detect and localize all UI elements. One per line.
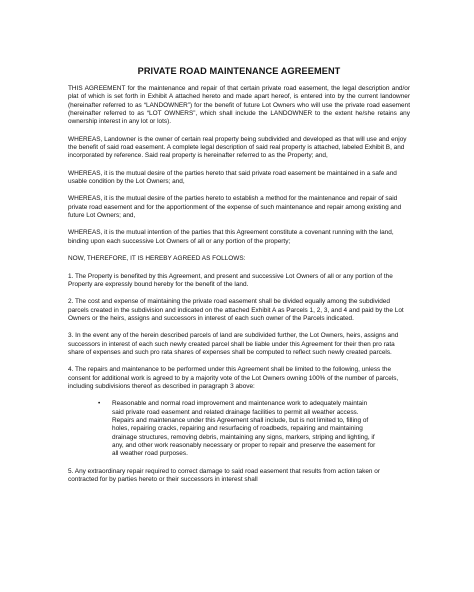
paragraph-whereas-covenant: WHEREAS, it is the mutual intention of the parties that this Agreement constitute a covenant running with the land, binding upon each successive Lot Owners of all or any portion of the property; [68, 229, 394, 245]
paragraph-whereas-maintained: WHEREAS, it is the mutual desire of the parties hereto that said private road easement be maintained in a safe and usable condition by the Lot Owners; and, [68, 169, 397, 186]
paragraph-clause-2: 2. The cost and expense of maintaining the private road easement shall be divided equally among the subdivided parcels created in the subdivision and indicated on the attached Exhibit A as Parcels 1, 2, 3, and 4 and paid by the Lot Owners or the heirs, assigns and successors in interest of each such owner of the Parcels indicated. [68, 298, 404, 322]
paragraph-clause-3: 3. In the event any of the herein described parcels of land are subdivided further, the Lot Owners, heirs, assigns and successors in interest of each such newly created parcel shall be liable under this Agreement for their then pro rata share of expenses and such pro rata shares of expenses shall be computed to reflect such newly created parcels. [68, 332, 399, 356]
paragraph-clause-5: 5. Any extraordinary repair required to correct damage to said road easement that results from action taken or contracted for by parties hereto or their successors in interest shall [68, 467, 381, 484]
bullet-icon: • [98, 400, 101, 408]
bullet-text: Reasonable and normal road improvement and maintenance work to adequately maintain said private road easement and related drainage facilities to permit all weather access. Repairs and maintenance under this Agreement shall include, but is not limited to, filling of holes, repairing cracks, repairing and resurfacing of roadbeds, repairing and maintaining drainage structures, removing debris, maintaining any signs, markers, striping and lighting, if any, and other work reasonably necessary or proper to repair and preserve the easement for all weather road purposes. [112, 400, 376, 458]
document-body [68, 66, 410, 493]
paragraph-whereas-method: WHEREAS, it is the mutual desire of the parties hereto to establish a method for the maintenance and repair of said private road easement and for the apportionment of the expense of such maintenance and repair among existing and future Lot Owners; and, [68, 195, 402, 220]
paragraph-preamble: THIS AGREEMENT for the maintenance and repair of that certain private road easement, the legal description and/or plat of which is set forth in Exhibit A attached hereto and made apart hereof, is entered into by the current landowner (hereinafter referred to as “LANDOWNER”) for the benefit of future Lot Owners who will use the private road easement (hereinafter referred to as “LOT OWNERS”, which shall include the LANDOWNER to the extent he/she retains any ownership interest in any lot or lots). [68, 85, 410, 126]
paragraph-whereas-landowner: WHEREAS, Landowner is the owner of certain real property being subdivided and developed as that will use and enjoy the benefit of said road easement. A complete legal description of said real property is attached, labeled Exhibit B, and incorporated by reference. Said real property is hereinafter referred to as the Property; and, [68, 135, 407, 160]
document-title: PRIVATE ROAD MAINTENANCE AGREEMENT [137, 66, 341, 76]
paragraph-clause-4: 4. The repairs and maintenance to be performed under this Agreement shall be limited to the following, unless the consent for additional work is agreed to by a majority vote of the Lot Owners owning 100% of the number of parcels, including subdivisions thereof as described in paragraph 3 above: [68, 366, 399, 390]
bullet-item [68, 400, 410, 458]
paragraph-now-therefore: NOW, THEREFORE, IT IS HEREBY AGREED AS FOLLOWS: [68, 255, 246, 263]
paragraph-clause-1: 1. The Property is benefited by this Agreement, and present and successive Lot Owners of all or any portion of the Property are expressly bound hereby for the benefit of the land. [68, 272, 393, 288]
